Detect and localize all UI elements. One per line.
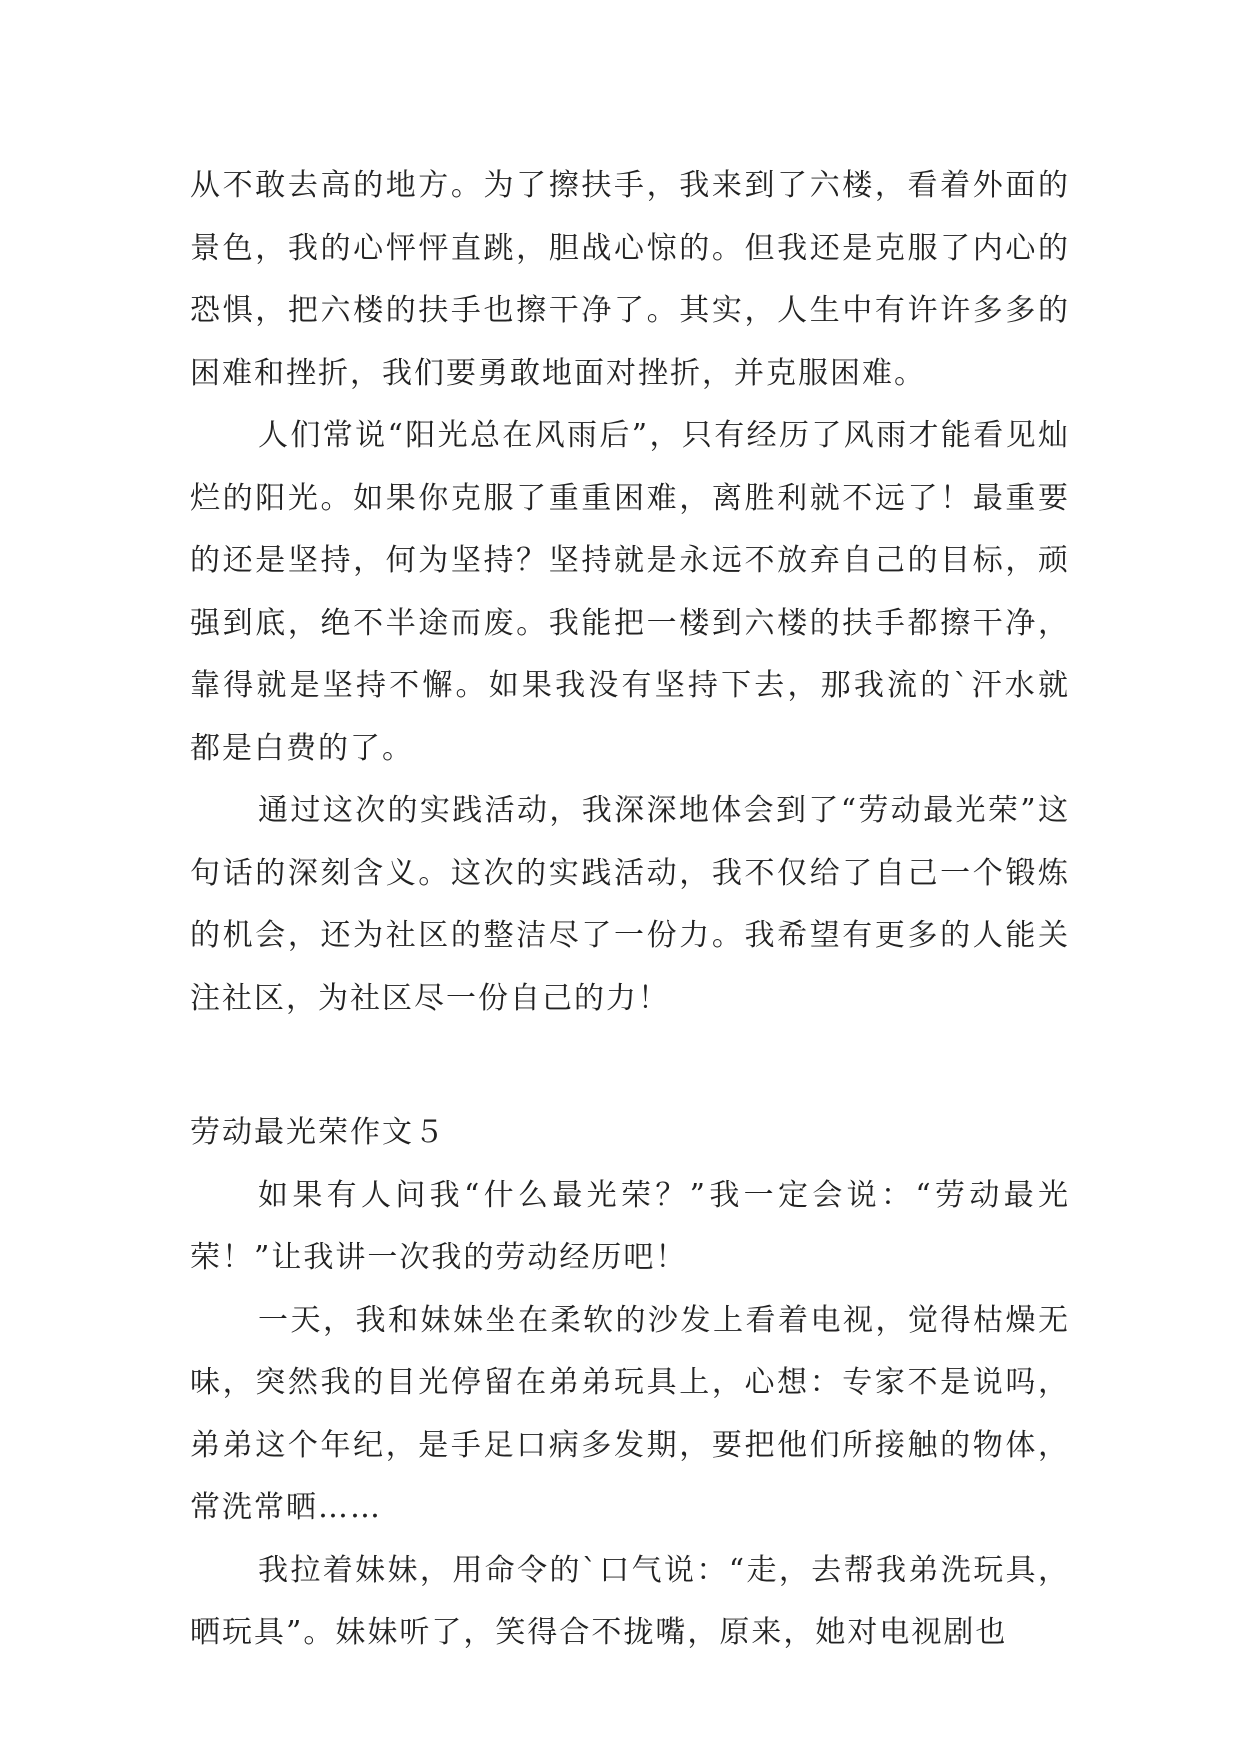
paragraph-sister: 我拉着妹妹，用命令的`口气说：“走，去帮我弟洗玩具，晒玩具”。妹妹听了，笑得合不拢嘴，原来，她对电视剧也 (190, 1552, 1070, 1650)
paragraph-continued: 从不敢去高的地方。为了擦扶手，我来到了六楼，看着外面的景色，我的心怦怦直跳，胆战心惊的。但我还是克服了内心的恐惧，把六楼的扶手也擦干净了。其实，人生中有许许多多的困难和挫折，我们要勇敢地面对挫折，并克服困难。 (190, 168, 1070, 391)
section-title: 劳动最光荣作文５ (190, 1115, 446, 1150)
paragraph-intro: 如果有人问我“什么最光荣？”我一定会说：“劳动最光荣！”让我讲一次我的劳动经历吧！ (190, 1177, 1070, 1275)
paragraph-conclusion: 通过这次的实践活动，我深深地体会到了“劳动最光荣”这句话的深刻含义。这次的实践活动，我不仅给了自己一个锻炼的机会，还为社区的整洁尽了一份力。我希望有更多的人能关注社区，为社区尽一份自己的力！ (190, 793, 1070, 1016)
paragraph-one-day: 一天，我和妹妹坐在柔软的沙发上看着电视，觉得枯燥无味，突然我的目光停留在弟弟玩具上，心想：专家不是说吗，弟弟这个年纪，是手足口病多发期，要把他们所接触的物体，常洗常晒…… (190, 1302, 1070, 1525)
document-page (190, 155, 1070, 1665)
paragraph-sunshine: 人们常说“阳光总在风雨后”，只有经历了风雨才能看见灿烂的阳光。如果你克服了重重困难，离胜利就不远了！最重要的还是坚持，何为坚持？坚持就是永远不放弃自己的目标，顽强到底，绝不半途而废。我能把一楼到六楼的扶手都擦干净，靠得就是坚持不懈。如果我没有坚持下去，那我流的`汗水就都是白费的了。 (190, 418, 1070, 766)
section-spacer (190, 1030, 1070, 1102)
